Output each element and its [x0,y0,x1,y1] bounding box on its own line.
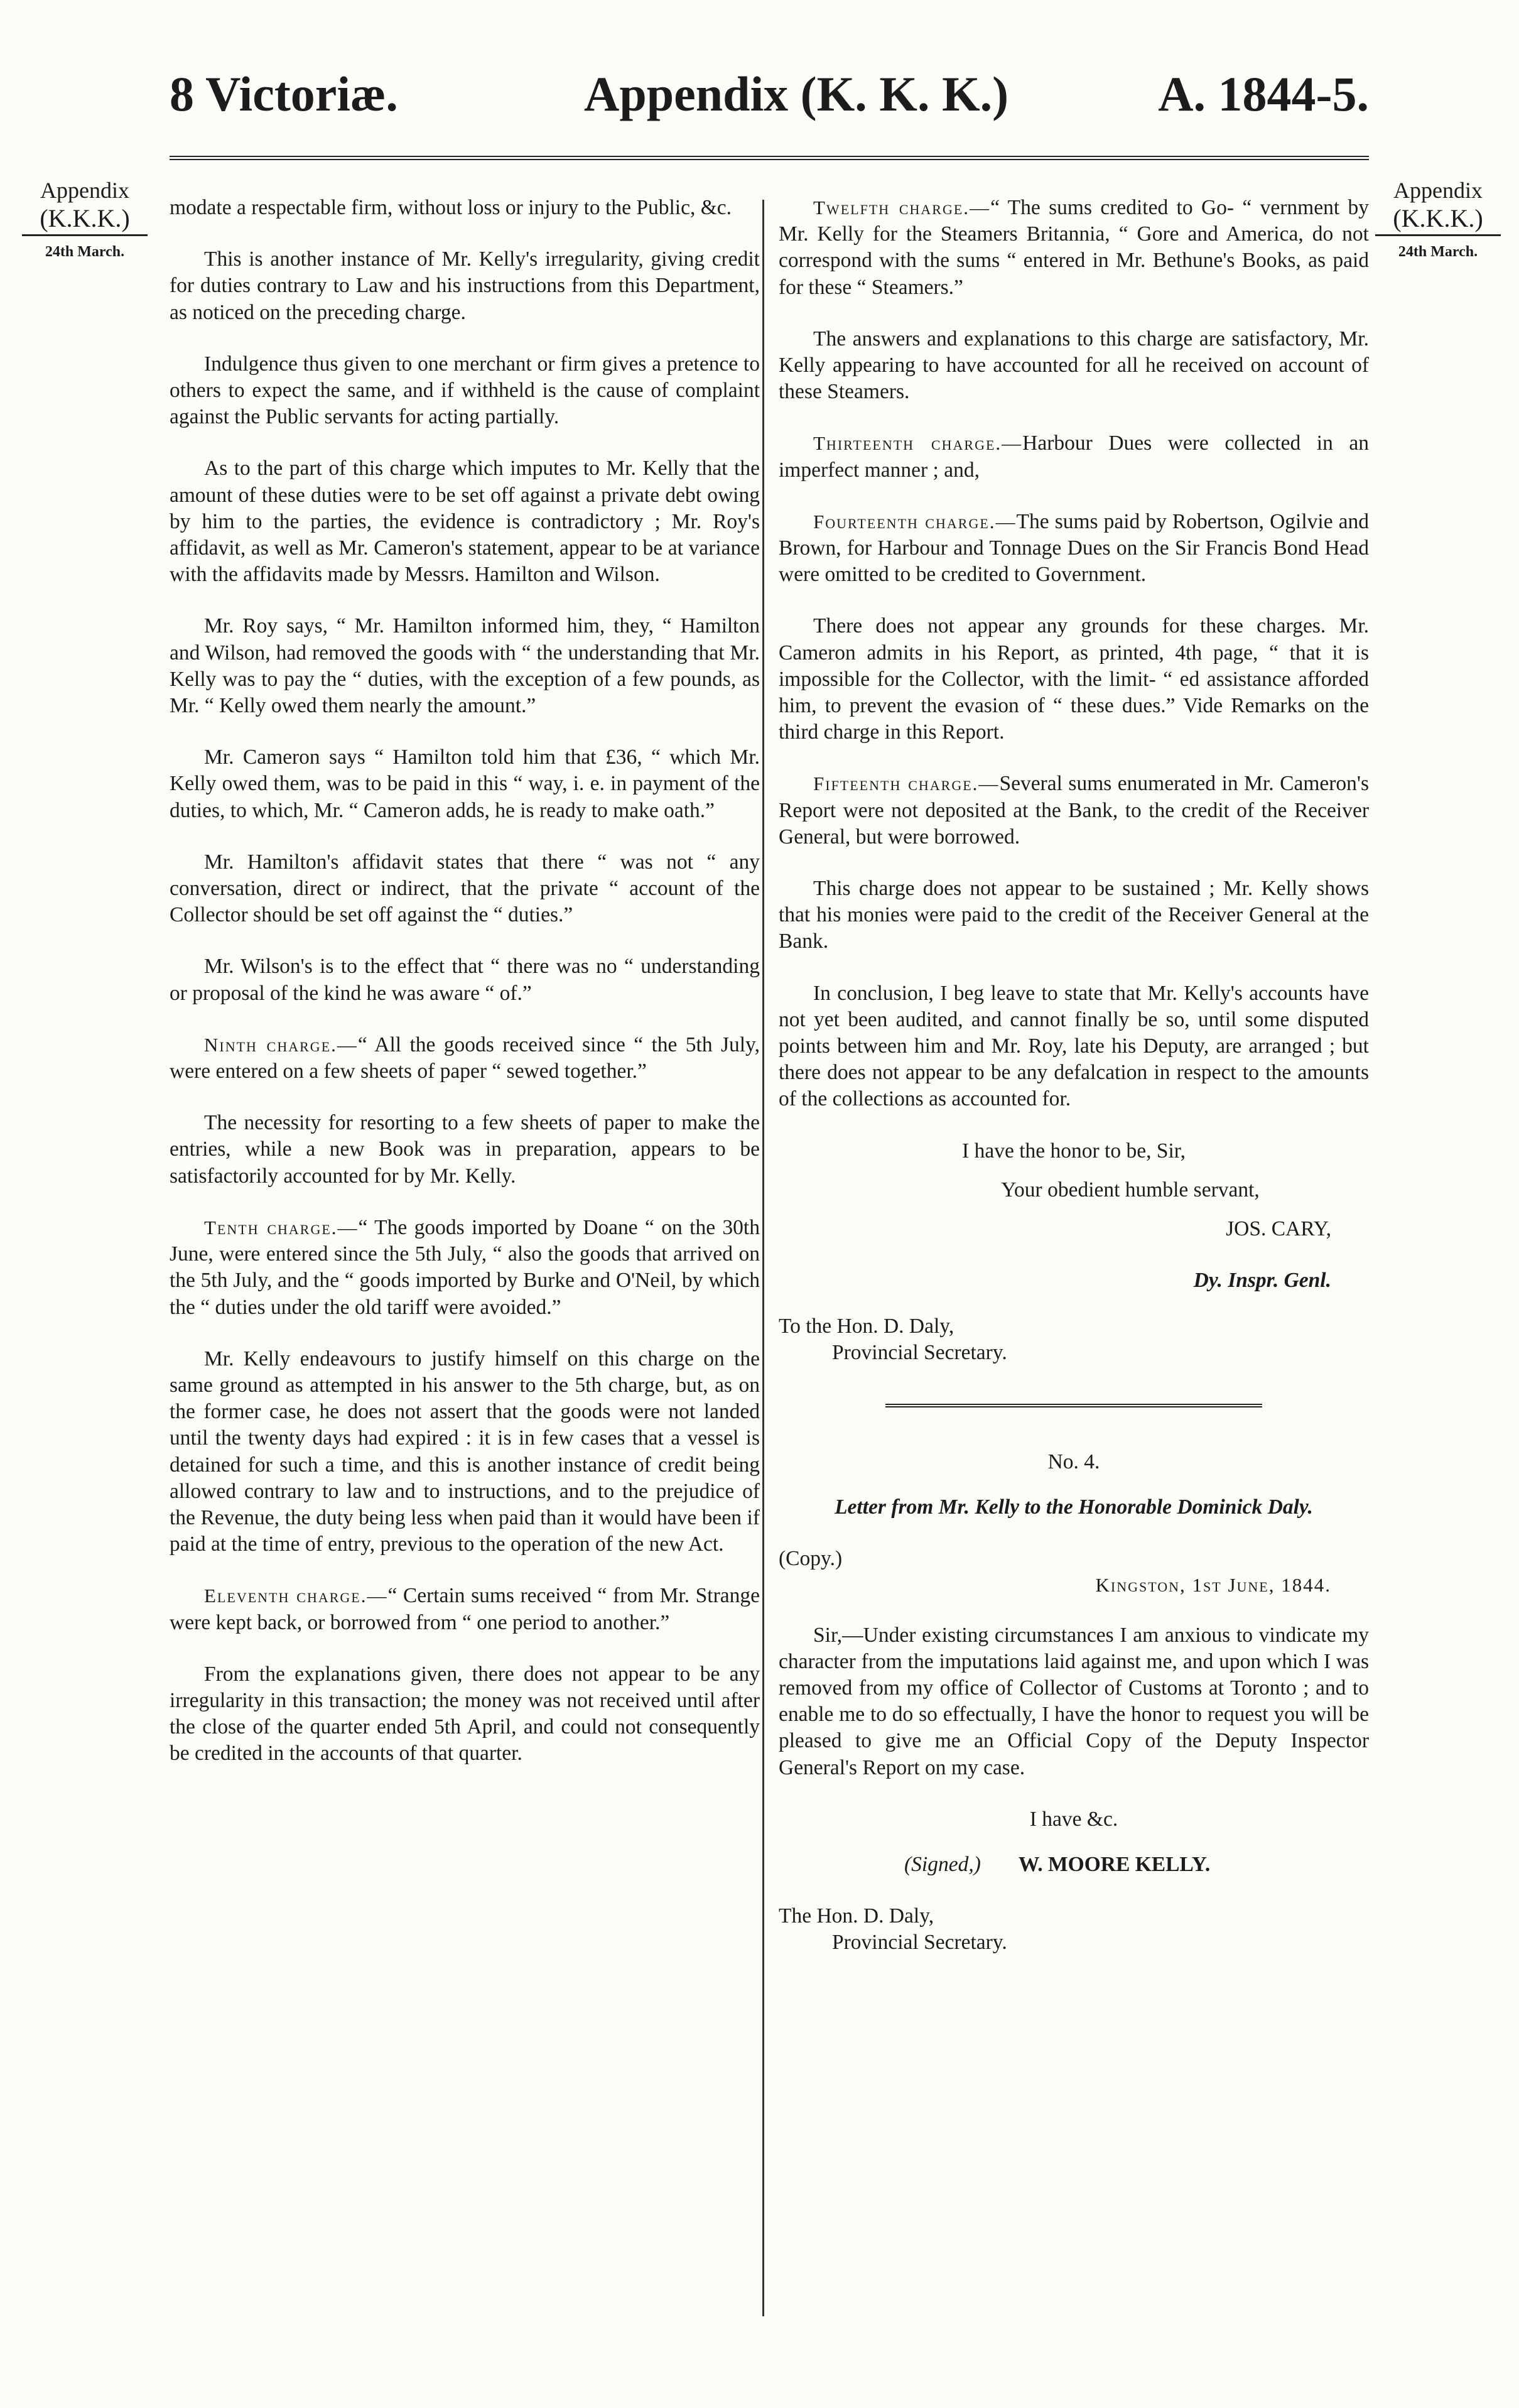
copy-note: (Copy.) [779,1547,843,1571]
section-separator [885,1404,1262,1411]
margin-brace [1375,234,1501,240]
closing-servant: Your obedient humble servant, [1001,1178,1260,1201]
paragraph: The necessity for resorting to a few sheets of paper to make the entries, while a new Book was in preparation, appears to be satisfactorily accounted for by Mr. Kelly. [170,1111,760,1188]
margin-date: 24th March. [45,244,125,260]
paragraph: Mr. Cameron says “ Hamilton told him that £36, “ which Mr. Kelly owed them, was to be paid in this “ way, i. e. in payment of the duties, to which, Mr. “ Cameron adds, he is ready to make oath.” [170,746,760,822]
addressee-line1: To the Hon. D. Daly, [779,1314,954,1338]
paragraph: The answers and explanations to this charge are satisfactory, Mr. Kelly appearing to have accounted for all he received on account of these Steamers. [779,327,1369,404]
signature-title: Dy. Inspr. Genl. [1193,1269,1331,1293]
right-column [779,195,1369,1956]
paragraph: Mr. Hamilton's affidavit states that there “ was not “ any conversation, direct or indirect, that the private “ account of the Collector should be set off against the “ duties.” [170,850,760,927]
header-rule [170,156,1369,165]
paragraph: From the explanations given, there does not appear to be any irregularity in this transaction; the money was not received until after the close of the quarter ended 5th April, and could not consequently be credited in the accounts of that quarter. [170,1662,760,1765]
paragraph: Mr. Wilson's is to the effect that “ there was no “ understanding or proposal of the kind he was aware “ of.” [170,955,760,1005]
charge-text: “ The sums credited to Go- “ vernment by Mr. Kelly for the Steamers Britannia, “ Gore and America, do not correspond with the sums “ entered in Mr. Bethune's Books, as paid for these “ Steamers.” [779,196,1369,299]
header-appendix: Appendix (K. K. K.) [584,67,1009,121]
twelfth-charge [779,195,1369,301]
paragraph: This charge does not appear to be sustained ; Mr. Kelly shows that his monies were paid to the credit of the Receiver General at the Bank. [779,877,1369,953]
paragraph: This is another instance of Mr. Kelly's irregularity, giving credit for duties contrary to Law and his instructions from this Department, as noticed on the preceding charge. [170,247,760,324]
thirteenth-charge [779,430,1369,483]
addressee-line4: Provincial Secretary. [832,1931,1007,1955]
charge-text: “ All the goods received since “ the 5th July, were entered on a few sheets of paper “ sewed together.” [170,1033,760,1083]
paragraph: In conclusion, I beg leave to state that Mr. Kelly's accounts have not yet been audited, and cannot finally be so, until some disputed points between him and Mr. Roy, late his Deputy, are arranged ; but there does not appear to be any defalcation in respect to the amounts of the collections as accounted for. [779,981,1369,1111]
header-year: A. 1844-5. [1158,67,1369,121]
paragraph: There does not appear any grounds for these charges. Mr. Cameron admits in his Report, as printed, 4th page, “ that it is impossible for the Collector, with the limit- “ ed assistance afforded him, to prevent the evasion of “ these dues.” Vide Remarks on the third charge in this Report. [779,614,1369,744]
closing-honor: I have the honor to be, Sir, [962,1139,1186,1163]
paragraph: Mr. Kelly endeavours to justify himself on this charge on the same ground as attempted in his answer to the 5th charge, but, as on the former case, he does not assert that the goods were not landed until the twenty days had expired : it is in few cases that a vessel is detained for such a time, and this is another instance of credit being allowed contrary to law and to instructions, and to the prejudice of the Revenue, the duty being less when paid than it would have been if paid at the time of entry, previous to the operation of the new Act. [170,1347,760,1556]
margin-note-left [6,177,163,261]
tenth-charge [170,1215,760,1321]
charge-label: Eleventh charge.— [204,1585,388,1607]
fifteenth-charge [779,771,1369,850]
header-session: 8 Victoriæ. [170,67,398,121]
document-number: No. 4. [1047,1450,1100,1473]
signature-name: JOS. CARY, [1226,1217,1331,1241]
page-header [170,66,1369,141]
charge-label: Ninth charge.— [204,1033,358,1056]
margin-brace [22,234,148,240]
margin-date: 24th March. [1398,244,1478,260]
margin-appendix-code: (K.K.K.) [40,204,130,232]
signed-line [779,1852,1369,1878]
addressee-line2: Provincial Secretary. [832,1340,1007,1364]
margin-appendix-label: Appendix [40,178,129,203]
charge-text: Harbour Dues were collected in an imperfect manner ; and, [779,431,1369,482]
letter-body: Sir,—Under existing circumstances I am anxious to vindicate my character from the imputations laid against me, and upon which I was removed from my office of Collector of Customs at Toronto ; and to enable me to do so effectually, I have the honor to request you will be pleased to give me an Official Copy of the Deputy Inspector General's Report on my case. [779,1623,1369,1779]
left-column [170,195,760,1792]
paragraph: Indulgence thus given to one merchant or firm gives a pretence to others to expect the same, and if withheld is the cause of complaint against the Public servants for acting partially. [170,352,760,429]
ninth-charge [170,1032,760,1085]
margin-note-right [1360,177,1516,261]
signed-note: (Signed,) [904,1852,981,1876]
place-date: Kingston, 1st June, 1844. [1095,1573,1331,1596]
eleventh-charge [170,1583,760,1635]
charge-text: The sums paid by Robertson, Ogilvie and Brown, for Harbour and Tonnage Dues on the Sir Francis Bond Head were omitted to be credited to Government. [779,509,1369,587]
charge-label: Twelfth charge.— [813,197,991,219]
charge-label: Fourteenth charge.— [813,510,1017,533]
paragraph: Mr. Roy says, “ Mr. Hamilton informed him, they, “ Hamilton and Wilson, had removed the goods with “ the understanding that Mr. Kelly was to pay the “ duties, with the exception of a few pounds, as Mr. “ Kelly owed them nearly the amount.” [170,614,760,718]
paragraph: modate a respectable firm, without loss or injury to the Public, &c. [170,196,732,219]
column-divider [762,200,764,2316]
addressee-line3: The Hon. D. Daly, [779,1904,934,1928]
margin-appendix-code: (K.K.K.) [1393,204,1483,232]
paragraph: As to the part of this charge which imputes to Mr. Kelly that the amount of these duties were to be set off against a private debt owing by him to the parties, the evidence is contradictory ; Mr. Roy's affidavit, as well as Mr. Cameron's statement, appear to be at variance with the affidavits made by Messrs. Hamilton and Wilson. [170,457,760,587]
signer-kelly: W. MOORE KELLY. [1018,1852,1211,1876]
fourteenth-charge [779,509,1369,588]
charge-label: Tenth charge.— [204,1216,359,1239]
charge-text: “ Certain sums received “ from Mr. Strange were kept back, or borrowed from “ one period to another.” [170,1584,760,1634]
charge-text: “ The goods imported by Doane “ on the 30th June, were entered since the 5th July, “ also the goods that arrived on the 5th July, and the “ goods imported by Burke and O'Neil, by which the “ duties under the old tariff were avoided.” [170,1215,760,1319]
letter-title: Letter from Mr. Kelly to the Honorable Dominick Daly. [835,1495,1313,1519]
charge-text: Several sums enumerated in Mr. Cameron's Report were not deposited at the Bank, to the credit of the Receiver General, but were borrowed. [779,772,1370,849]
charge-label: Thirteenth charge.— [813,432,1023,455]
margin-appendix-label: Appendix [1393,178,1483,203]
closing-have: I have &c. [1029,1807,1118,1831]
charge-label: Fifteenth charge.— [813,773,1000,795]
